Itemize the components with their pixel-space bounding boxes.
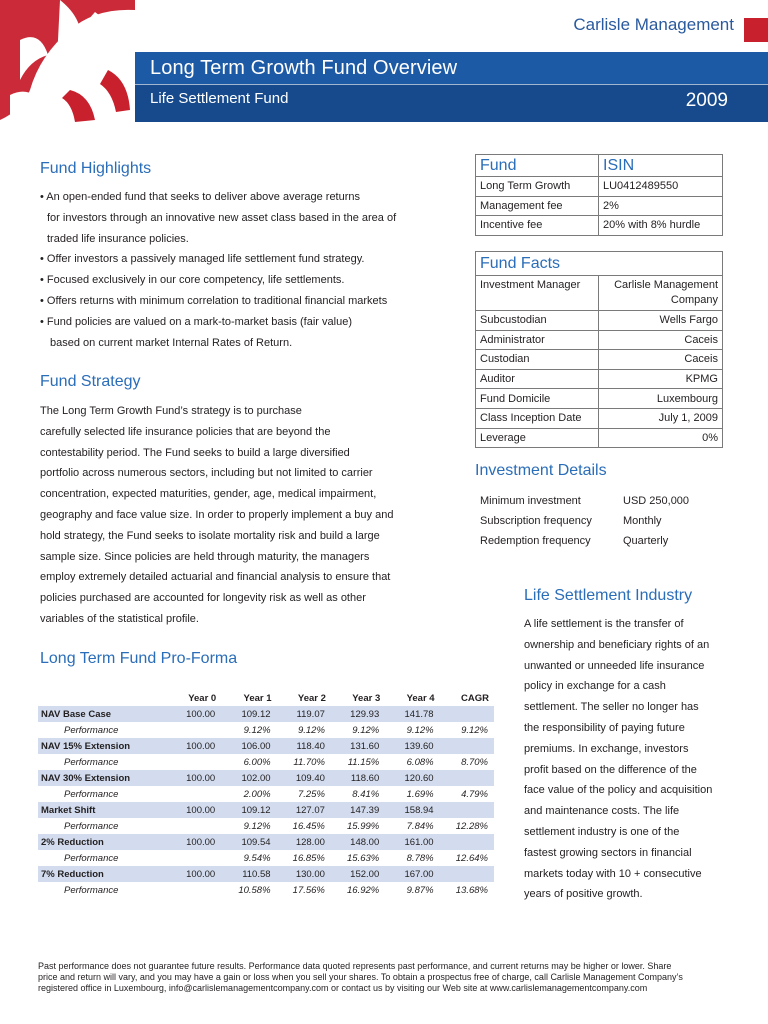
list-item: • An open-ended fund that seeks to deliver above average returns — [40, 191, 361, 203]
text-line: premiums. In exchange, investors — [524, 742, 689, 755]
table-cell: Performance — [38, 850, 171, 866]
text-line: markets today with 10 + consecutive — [524, 867, 702, 880]
table-cell: 8.78% — [385, 850, 439, 866]
table-cell: 9.12% — [440, 722, 494, 738]
table-row — [38, 882, 494, 898]
list-item: • Offer investors a passively managed life settlement fund strategy. — [40, 253, 365, 266]
table-row — [38, 754, 494, 770]
table-cell: Subcustodian — [476, 311, 599, 331]
industry-text — [524, 614, 744, 905]
table-cell: NAV 15% Extension — [38, 738, 171, 754]
table-row — [476, 216, 723, 236]
detail-label: Subscription frequency — [480, 515, 592, 527]
table-cell: 0% — [599, 428, 723, 448]
fund-facts-table — [475, 251, 723, 448]
table-cell: 7.25% — [277, 786, 331, 802]
table-cell — [440, 738, 494, 754]
table-row — [38, 834, 494, 850]
company-name: Carlisle Management — [573, 15, 734, 34]
table-cell: 120.60 — [385, 770, 439, 786]
table-cell: 100.00 — [171, 738, 221, 754]
table-cell: 8.70% — [440, 754, 494, 770]
table-cell: Long Term Growth — [476, 177, 599, 197]
brand-accent-tab — [744, 18, 768, 42]
table-row — [476, 276, 723, 311]
table-cell: 148.00 — [331, 834, 385, 850]
list-item — [480, 511, 689, 531]
table-cell: Wells Fargo — [599, 311, 723, 331]
text-line: fastest growing sectors in financial — [524, 846, 692, 859]
table-cell — [440, 802, 494, 818]
footer-line: registered office in Luxembourg, info@carlislemanagementcompany.com or contact us by visiting our Web site at www.carlislemanagementcompany.com — [38, 982, 648, 993]
table-cell: 1.69% — [385, 786, 439, 802]
table-cell: 141.78 — [385, 706, 439, 722]
table-cell: Administrator — [476, 330, 599, 350]
proforma-table — [38, 690, 494, 898]
table-cell: 139.60 — [385, 738, 439, 754]
table-cell: 102.00 — [221, 770, 276, 786]
table-cell: 167.00 — [385, 866, 439, 882]
table-cell: 16.85% — [277, 850, 331, 866]
text-line: carefully selected life insurance policies that are beyond the — [40, 425, 331, 438]
table-cell — [440, 706, 494, 722]
table-cell: Performance — [38, 882, 171, 898]
table-cell — [171, 786, 221, 802]
table-cell: 9.12% — [385, 722, 439, 738]
table-cell: Class Inception Date — [476, 408, 599, 428]
page-title: Long Term Growth Fund Overview — [150, 57, 458, 79]
table-cell: LU0412489550 — [599, 177, 723, 197]
text-line: policies purchased are accounted for longevity risk as well as other — [40, 592, 366, 605]
column-header: Year 2 — [297, 692, 326, 704]
table-cell: Luxembourg — [599, 389, 723, 409]
isin-table — [475, 154, 723, 236]
table-cell: 7.84% — [385, 818, 439, 834]
text-line: ownership and beneficiary rights of an — [524, 638, 710, 651]
list-item — [480, 531, 689, 551]
column-header — [38, 690, 171, 706]
text-line: sample size. Since policies are held through maturity, the managers — [40, 550, 370, 563]
table-row — [38, 850, 494, 866]
table-cell: 15.63% — [331, 850, 385, 866]
table-cell: 9.87% — [385, 882, 439, 898]
table-cell: 16.45% — [277, 818, 331, 834]
table-cell: 131.60 — [331, 738, 385, 754]
text-line: hold strategy, the Fund seeks to isolate mortality risk and build a large — [40, 529, 380, 542]
text-line: face value of the policy and acquisition — [524, 784, 713, 797]
text-line: employ extremely detailed actuarial and financial analysis to ensure that — [40, 571, 391, 584]
detail-label: Redemption frequency — [480, 535, 591, 547]
table-cell — [171, 754, 221, 770]
table-cell: 6.00% — [221, 754, 276, 770]
facts-heading: Fund Facts — [476, 252, 723, 276]
text-line: concentration, expected maturities, gender, age, medical impairment, — [40, 488, 377, 501]
column-header: CAGR — [461, 692, 489, 704]
table-cell — [171, 882, 221, 898]
text-line: the responsibility of paying future — [524, 721, 685, 734]
table-cell: 9.54% — [221, 850, 276, 866]
table-cell: 130.00 — [277, 866, 331, 882]
table-cell — [171, 850, 221, 866]
text-line: The Long Term Growth Fund’s strategy is to purchase — [40, 405, 302, 417]
table-cell: Performance — [38, 754, 171, 770]
list-item: • Fund policies are valued on a mark-to-market basis (fair value) — [40, 315, 352, 328]
table-cell: 12.64% — [440, 850, 494, 866]
table-cell: Leverage — [476, 428, 599, 448]
table-row — [476, 177, 723, 197]
table-cell: Incentive fee — [476, 216, 599, 236]
table-cell: 109.12 — [221, 706, 276, 722]
table-cell: 106.00 — [221, 738, 276, 754]
table-cell: 4.79% — [440, 786, 494, 802]
table-cell — [599, 276, 723, 311]
highlights-list — [40, 187, 450, 353]
list-item: based on current market Internal Rates of Return. — [50, 336, 293, 349]
table-cell: 6.08% — [385, 754, 439, 770]
table-cell: Management fee — [476, 196, 599, 216]
table-cell: 118.60 — [331, 770, 385, 786]
table-cell: 9.12% — [331, 722, 385, 738]
cell-line: Company — [670, 294, 718, 306]
table-row — [38, 802, 494, 818]
table-cell: 158.94 — [385, 802, 439, 818]
table-cell: 9.12% — [277, 722, 331, 738]
table-cell: 2.00% — [221, 786, 276, 802]
table-cell: 100.00 — [171, 866, 221, 882]
column-header: Year 0 — [188, 692, 217, 704]
highlights-heading: Fund Highlights — [40, 160, 152, 177]
table-row — [476, 330, 723, 350]
table-row — [38, 722, 494, 738]
table-cell: 20% with 8% hurdle — [599, 216, 723, 236]
table-cell: 100.00 — [171, 706, 221, 722]
table-cell: Custodian — [476, 350, 599, 370]
list-item: for investors through an innovative new asset class based in the area of — [47, 211, 397, 224]
table-cell: Market Shift — [38, 802, 171, 818]
table-cell: KPMG — [599, 369, 723, 389]
footer-line: Past performance does not guarantee future results. Performance data quoted represents past performance, and current returns may be higher or lower. Share — [38, 961, 672, 971]
table-row — [476, 389, 723, 409]
list-item: • Offers returns with minimum correlation to traditional financial markets — [40, 294, 388, 307]
table-cell: 15.99% — [331, 818, 385, 834]
proforma-header-row — [38, 690, 494, 706]
table-row — [476, 252, 723, 276]
table-cell: Performance — [38, 818, 171, 834]
table-cell: Performance — [38, 722, 171, 738]
column-header: Year 1 — [243, 692, 272, 704]
table-cell: Caceis — [599, 330, 723, 350]
table-cell: 12.28% — [440, 818, 494, 834]
detail-value: USD 250,000 — [623, 495, 690, 507]
table-cell — [440, 770, 494, 786]
list-item: • Focused exclusively in our core competency, life settlements. — [40, 274, 345, 287]
table-cell: Investment Manager — [476, 276, 599, 311]
text-line: and maintenance costs. The life — [524, 805, 680, 818]
table-cell: 100.00 — [171, 802, 221, 818]
table-cell: NAV Base Case — [38, 706, 171, 722]
table-cell — [440, 866, 494, 882]
table-cell: 109.12 — [221, 802, 276, 818]
table-cell: Caceis — [599, 350, 723, 370]
table-cell: Fund Domicile — [476, 389, 599, 409]
table-cell: 16.92% — [331, 882, 385, 898]
table-cell: 100.00 — [171, 770, 221, 786]
text-line: geography and face value size. In order to properly implement a buy and — [40, 508, 394, 521]
industry-heading: Life Settlement Industry — [524, 587, 693, 604]
strategy-text — [40, 401, 440, 630]
table-row — [476, 408, 723, 428]
investment-details — [480, 491, 689, 551]
investment-heading: Investment Details — [475, 462, 607, 479]
proforma-body — [38, 706, 494, 898]
table-cell: 7% Reduction — [38, 866, 171, 882]
text-line: policy in exchange for a cash — [524, 680, 666, 693]
table-row — [476, 369, 723, 389]
detail-value: Monthly — [623, 515, 662, 527]
table-cell: 161.00 — [385, 834, 439, 850]
table-cell: 109.40 — [277, 770, 331, 786]
table-row — [476, 196, 723, 216]
table-cell: 9.12% — [221, 818, 276, 834]
table-cell: 109.54 — [221, 834, 276, 850]
table-cell: 127.07 — [277, 802, 331, 818]
footer-line: price and return will vary, and you may have a gain or loss when you sell your shares. To obtain a prospectus free of charge, call Carlisle Management Company’s — [38, 971, 683, 982]
detail-label: Minimum investment — [480, 495, 581, 507]
column-header: ISIN — [599, 155, 723, 177]
table-cell: Performance — [38, 786, 171, 802]
table-cell: 152.00 — [331, 866, 385, 882]
text-line: portfolio across numerous sectors, including but not limited to carrier — [40, 467, 373, 480]
table-cell: 11.70% — [277, 754, 331, 770]
table-cell: 9.12% — [221, 722, 276, 738]
table-cell: 2% Reduction — [38, 834, 171, 850]
table-row — [38, 770, 494, 786]
text-line: settlement industry is one of the — [524, 825, 680, 838]
table-cell: 10.58% — [221, 882, 276, 898]
table-cell: NAV 30% Extension — [38, 770, 171, 786]
column-header: Fund — [476, 155, 599, 177]
text-line: profit based on the difference of the — [524, 763, 697, 776]
table-cell: 11.15% — [331, 754, 385, 770]
text-line: variables of the statistical profile. — [40, 612, 199, 625]
cell-line: Carlisle Management — [614, 279, 718, 291]
table-cell: 147.39 — [331, 802, 385, 818]
text-line: unwanted or unneeded life insurance — [524, 659, 705, 672]
list-item — [480, 491, 689, 511]
list-item: traded life insurance policies. — [47, 232, 189, 245]
table-row — [38, 738, 494, 754]
header-divider — [135, 84, 768, 85]
table-cell: 17.56% — [277, 882, 331, 898]
text-line: contestability period. The Fund seeks to build a large diversified — [40, 446, 350, 459]
table-row — [38, 706, 494, 722]
table-row — [38, 818, 494, 834]
table-cell: 8.41% — [331, 786, 385, 802]
table-cell: 100.00 — [171, 834, 221, 850]
report-year: 2009 — [685, 90, 728, 111]
table-cell: 110.58 — [221, 866, 276, 882]
lion-logo-icon — [0, 0, 135, 122]
page-subtitle: Life Settlement Fund — [150, 90, 289, 107]
text-line: settlement. The seller no longer has — [524, 701, 699, 714]
proforma-heading: Long Term Fund Pro-Forma — [40, 650, 238, 667]
table-row — [476, 155, 723, 177]
table-cell: 119.07 — [277, 706, 331, 722]
table-cell: 13.68% — [440, 882, 494, 898]
table-cell: 129.93 — [331, 706, 385, 722]
table-cell — [171, 818, 221, 834]
table-row — [38, 786, 494, 802]
table-row — [38, 866, 494, 882]
column-header: Year 4 — [406, 692, 435, 704]
table-cell: 2% — [599, 196, 723, 216]
table-cell — [171, 722, 221, 738]
column-header: Year 3 — [352, 692, 381, 704]
table-row — [476, 350, 723, 370]
text-line: years of positive growth. — [524, 888, 643, 901]
table-cell: Auditor — [476, 369, 599, 389]
text-line: A life settlement is the transfer of — [524, 618, 684, 630]
table-cell: 128.00 — [277, 834, 331, 850]
table-cell: July 1, 2009 — [599, 408, 723, 428]
table-row — [476, 428, 723, 448]
disclaimer-footer — [38, 961, 738, 993]
table-cell: 118.40 — [277, 738, 331, 754]
table-row — [476, 311, 723, 331]
strategy-heading: Fund Strategy — [40, 373, 141, 390]
detail-value: Quarterly — [623, 535, 669, 547]
table-cell — [440, 834, 494, 850]
